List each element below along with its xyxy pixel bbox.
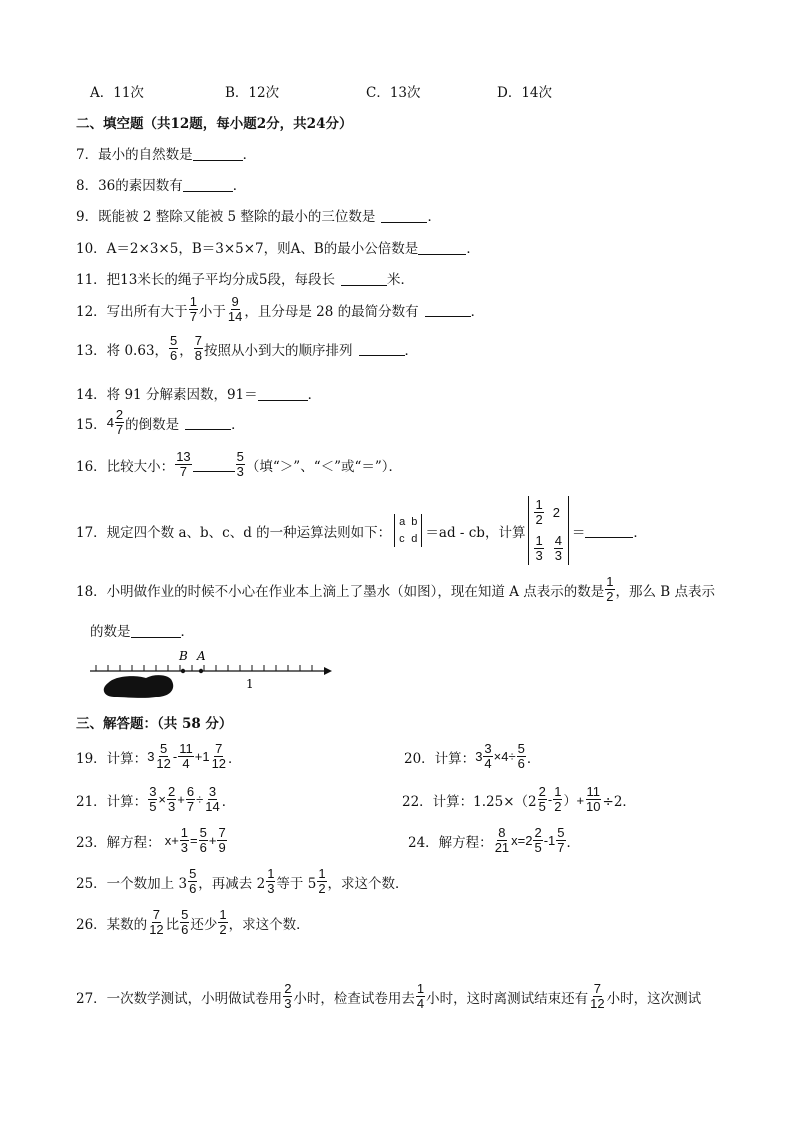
answer-blank[interactable] [341,271,387,286]
question-22: 22．计算：1.25×（2 $\frac{2}{5}$ - $\frac{1}{2}$ ）+ $\frac{11}{10}$ ÷2． [402,784,636,815]
question-text: 22．计算：1.25×（2 [402,793,537,810]
answer-blank[interactable] [381,208,427,223]
question-text: ， [179,342,193,359]
question-24: 24．解方程： $\frac{8}{21}$ x=2 $\frac{2}{5}$ -1 $\frac{5}{7}$ ． [408,825,581,856]
punct: ． [470,303,485,320]
question-text: ，且分母是 28 的最简分数有 [244,303,419,320]
fraction: $\frac{7}{9}$ [218,825,226,856]
section-2-title: 二、填空题（共12题，每小题2分，共24分） [76,116,353,132]
question-15 [76,408,245,438]
question-text: 25．一个数加上 3 [76,875,188,892]
question-17 [76,496,647,565]
fraction: $\frac{11}{4}$ [179,741,193,772]
fraction: $\frac{1}{3}$ [180,825,189,856]
question-20: 20．计算： 3 $\frac{3}{4}$ ×4÷ $\frac{5}{6}$ ． [404,741,541,772]
question-text: 20．计算： [404,750,476,767]
fraction: $\frac{5}{6}$ [199,825,207,856]
fraction: $\frac{11}{10}$ [586,784,601,815]
point-a [199,669,203,673]
ink-blot [104,675,173,698]
question-text: 18．小明做作业的时候不小心在作业本上滴上了墨水（如图），现在知道 A 点表示的数是 [76,583,605,600]
question-text: 9．既能被 2 整除又能被 5 整除的最小的三位数是 [76,209,376,225]
answer-blank[interactable] [425,302,471,317]
question-16 [76,450,402,480]
fraction: $\frac{6}{7}$ [186,784,195,815]
fraction: $\frac{5}{7}$ [557,825,565,856]
punct: ． [231,416,245,433]
fraction: $\frac{1}{7}$ [189,294,197,325]
fraction: $\frac{1}{2}$ [554,784,562,815]
option-d: D．14次 [497,85,553,101]
fraction: $\frac{5}{6}$ [181,907,189,938]
question-text: 7．最小的自然数是 [76,147,193,163]
fraction: $\frac{7}{12}$ [149,907,164,938]
question-text: 19．计算： [76,750,148,767]
fraction: $\frac{5}{12}$ [156,741,171,772]
question-text: 按照从小到大的顺序排列 [204,342,353,359]
punct: 米． [386,272,414,288]
question-text: ，那么 B 点表示 [615,583,716,600]
question-text: 23．解方程： [76,834,161,851]
fraction: $\frac{9}{14}$ [227,294,243,325]
tick-marks [96,665,312,671]
punct: ． [427,209,441,225]
question-18 [76,575,715,605]
question-10 [76,237,480,257]
punct: ． [232,178,247,194]
question-9 [76,205,441,225]
question-text: ＝ [571,524,586,541]
question-text: 14．将 91 分解素因数，91＝ [76,387,258,403]
determinant-definition: a c b d [394,514,422,547]
question-21: 21．计算： $\frac{3}{5}$ × $\frac{2}{3}$ + $\frac{6}{7}$ ÷ $\frac{3}{14}$ ． [76,784,236,815]
punct: ． [307,387,322,403]
punct: ． [242,147,257,163]
fraction: $\frac{2}{5}$ [538,784,546,815]
fraction: $\frac{1}{4}$ [416,981,425,1012]
question-27 [76,982,701,1012]
fraction: $\frac{2}{7}$ [115,407,124,438]
question-text: ＝ad - cb，计算 [425,524,526,541]
question-text: ，求这个数． [327,875,409,892]
question-12 [76,295,484,325]
question-text: 等于 5 [276,875,317,892]
fraction: $\frac{3}{4}$ [484,741,492,772]
question-text: 15． [76,416,107,433]
punct: ． [404,342,418,359]
fraction: $\frac{13}{7}$ [176,449,191,480]
point-b [181,669,185,673]
answer-blank[interactable] [193,457,235,472]
fraction: $\frac{1}{2}$ [318,866,326,897]
question-19: 19．计算： 3 $\frac{5}{12}$ - $\frac{11}{4}$ +1 $\frac{7}{12}$ ． [76,741,242,772]
question-text: 26．某数的 [76,916,148,933]
question-text: 小时，这时离测试结束还有 [426,990,589,1007]
fraction: $\frac{2}{3}$ [284,981,292,1012]
option-c: C．13次 [366,85,421,101]
fraction: $\frac{1}{3}$ [267,866,275,897]
fraction: $\frac{5}{6}$ [170,333,178,364]
answer-blank[interactable] [183,177,233,192]
answer-blank[interactable] [258,386,308,401]
option-b: B．12次 [225,85,280,101]
fraction: $\frac{8}{21}$ [494,825,510,856]
answer-blank[interactable] [359,341,405,356]
answer-blank[interactable] [418,240,466,255]
question-text: 24．解方程： [408,834,493,851]
fraction: $\frac{7}{12}$ [211,741,227,772]
fraction: $\frac{3}{5}$ [149,784,157,815]
section-3-title: 三、解答题：（共 58 分） [76,716,233,732]
question-13 [76,334,418,364]
question-text: 小时，检查试卷用去 [293,990,415,1007]
question-8 [76,174,246,194]
question-7 [76,143,256,163]
question-23: 23．解方程： x+ $\frac{1}{3}$ = $\frac{5}{6}$ + $\frac{7}{9}$ [76,825,226,856]
question-text: 的倒数是 [125,416,180,433]
fraction: $\frac{2}{5}$ [534,825,542,856]
answer-blank[interactable] [185,415,231,430]
punct: ． [633,524,647,541]
fraction: $\frac{7}{8}$ [194,333,202,364]
question-text: ，求这个数． [228,916,310,933]
question-text: 还少 [190,916,218,933]
question-text: 8．36的素因数有 [76,178,183,194]
question-25 [76,867,409,897]
arrow-head [324,667,332,675]
answer-blank[interactable] [131,623,181,638]
answer-blank[interactable] [193,146,243,161]
question-text: 小时，这次测试 [606,990,702,1007]
question-text: 11．把13米长的绳子平均分成5段，每段长 [76,272,335,288]
question-text: ，再减去 2 [198,875,266,892]
question-text: （填“＞”、“＜”或“＝”）． [245,458,403,475]
question-11 [76,268,414,288]
fraction: $\frac{1}{2}$ [606,574,614,605]
fraction: $\frac{2}{3}$ [168,784,176,815]
label-one: 1 [246,677,254,691]
fraction: $\frac{7}{12}$ [590,981,605,1012]
question-text: 17．规定四个数 a、b、c、d 的一种运算法则如下： [76,524,392,541]
determinant-problem: $\frac{1}{2}$ 2 $\frac{1}{3}$ $\frac{4}{3}$ [528,496,568,565]
question-text: 16．比较大小： [76,458,175,475]
fraction: $\frac{5}{6}$ [189,866,197,897]
question-text: 21．计算： [76,793,148,810]
question-text: 的数是 [90,624,131,640]
number-line-figure [86,645,338,705]
whole-number: 4 [106,415,114,431]
fraction: $\frac{5}{3}$ [236,449,244,480]
question-18-line2 [90,620,194,640]
question-text: 10．A＝2×3×5，B＝3×5×7，则A、B的最小公倍数是 [76,241,419,257]
question-text: 13．将 0.63， [76,342,169,359]
label-a: A [197,649,206,663]
punct: ． [466,241,480,257]
fraction: $\frac{1}{2}$ [219,907,227,938]
question-text: 比 [165,916,180,933]
question-text: 小于 [198,303,226,320]
question-text: 27．一次数学测试，小明做试卷用 [76,990,283,1007]
fraction: $\frac{3}{14}$ [205,784,220,815]
question-text: 12．写出所有大于 [76,303,188,320]
answer-blank[interactable] [585,523,633,538]
question-26 [76,908,310,938]
punct: ． [180,624,194,640]
option-a: A．11次 [90,85,144,101]
question-14 [76,383,321,403]
label-b: B [179,649,188,663]
fraction: $\frac{5}{6}$ [517,741,525,772]
